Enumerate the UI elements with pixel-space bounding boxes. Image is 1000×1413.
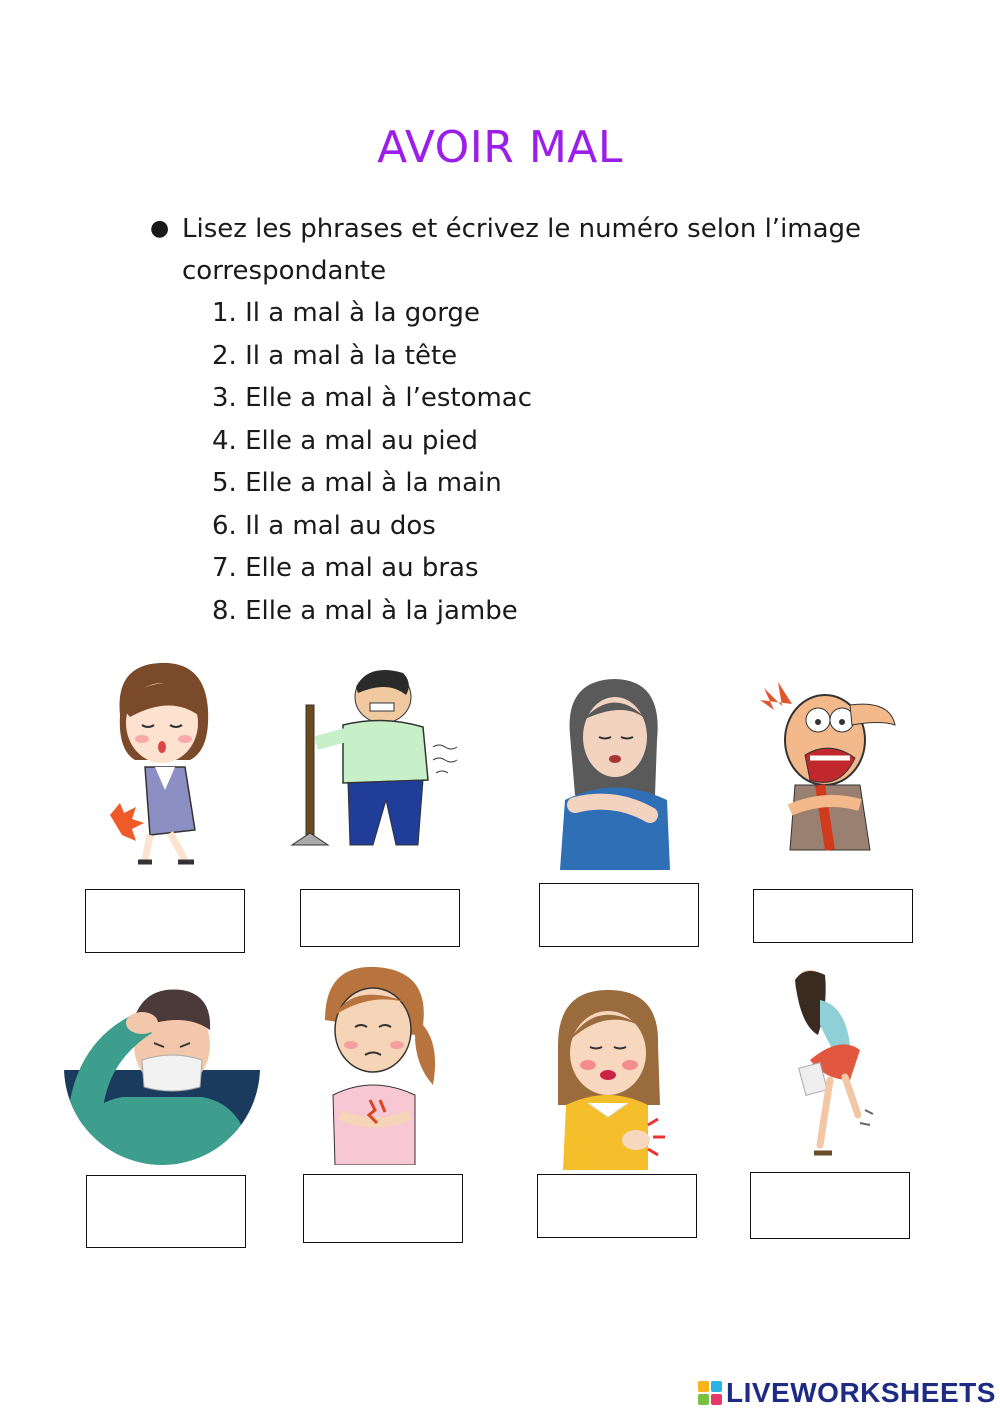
sentence-item: 5. Elle a mal à la main <box>212 468 502 498</box>
girl-hand-pain-illustration <box>548 985 673 1170</box>
answer-box-2[interactable] <box>300 889 460 947</box>
instruction <box>150 208 870 292</box>
bullet-icon: ● <box>150 216 170 241</box>
answer-box-7[interactable] <box>537 1174 697 1238</box>
woman-foot-pain-illustration <box>780 965 890 1165</box>
woman-knee-pain-illustration <box>90 655 240 875</box>
sentence-item: 3. Elle a mal à l’estomac <box>212 383 533 413</box>
instruction-text: Lisez les phrases et écrivez le numéro selon l’image correspondante <box>182 214 862 286</box>
liveworksheets-logo <box>698 1375 996 1411</box>
man-headache-with-mask-illustration <box>62 985 262 1165</box>
answer-box-8[interactable] <box>750 1172 910 1239</box>
sentence-item: 1. Il a mal à la gorge <box>212 298 480 328</box>
sentence-item: 6. Il a mal au dos <box>212 510 436 541</box>
woman-arm-pain-illustration <box>555 675 675 870</box>
sentence-item: 7. Elle a mal au bras <box>212 553 479 583</box>
sentence-item: 4. Elle a mal au pied <box>212 425 479 456</box>
sentence-list <box>212 292 532 632</box>
sentence-item: 2. Il a mal à la tête <box>212 340 458 371</box>
answer-box-4[interactable] <box>753 889 913 943</box>
answer-box-5[interactable] <box>86 1175 246 1248</box>
woman-stomach-ache-illustration <box>315 965 450 1165</box>
man-sore-throat-illustration <box>750 680 900 865</box>
answer-box-6[interactable] <box>303 1174 463 1243</box>
logo-text: LIVEWORKSHEETS <box>726 1377 996 1408</box>
liveworksheets-logo-icon <box>698 1381 722 1405</box>
worksheet-title: AVOIR MAL <box>377 122 623 173</box>
answer-box-1[interactable] <box>85 889 245 953</box>
man-back-pain-with-cane-illustration <box>288 665 463 860</box>
sentence-item: 8. Elle a mal à la jambe <box>212 595 518 626</box>
answer-box-3[interactable] <box>539 883 699 947</box>
